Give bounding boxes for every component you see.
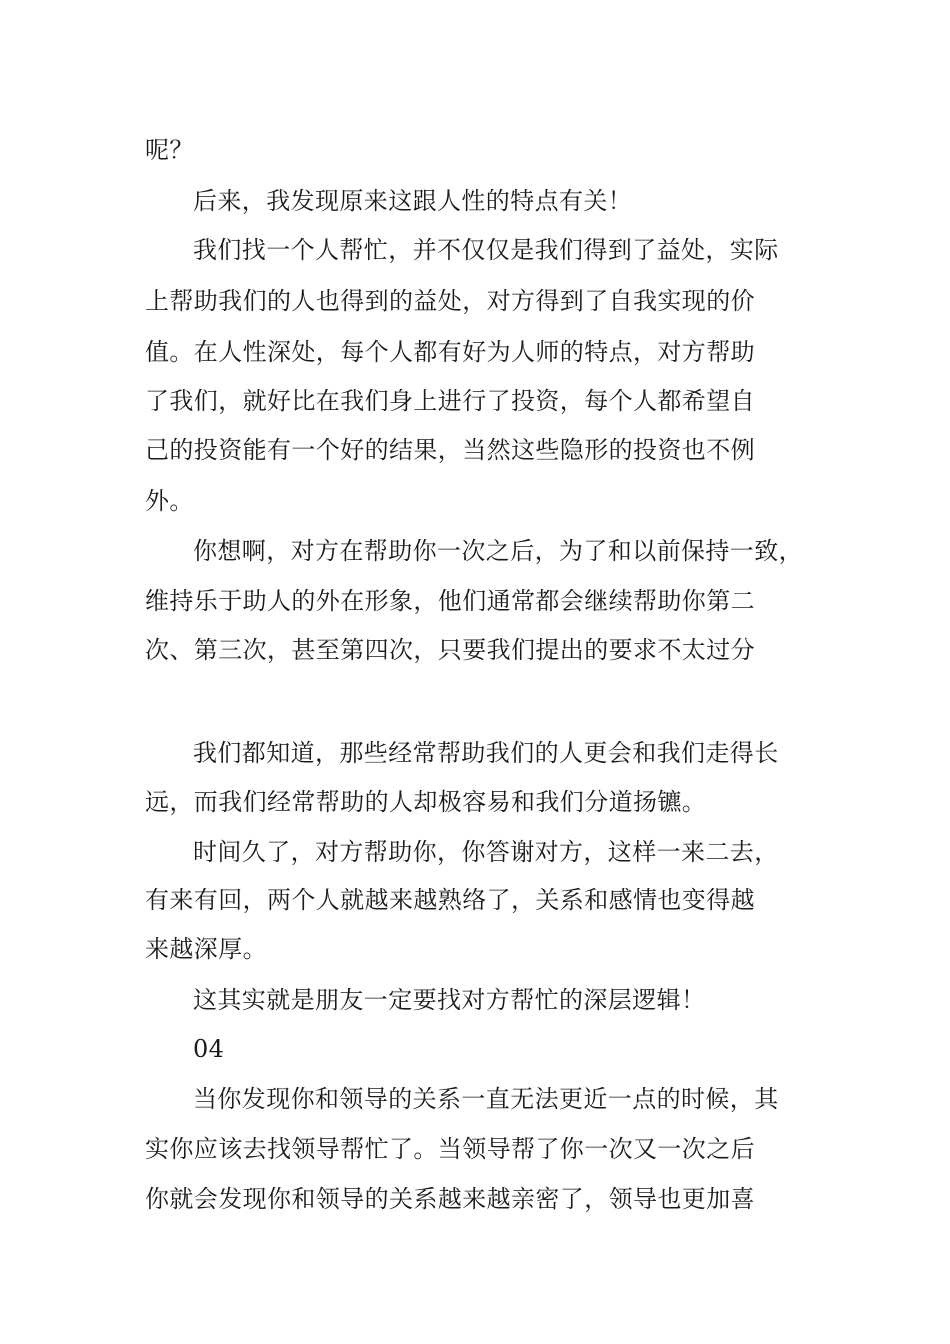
text-line: 维持乐于助人的外在形象，他们通常都会继续帮助你第二 [145,587,755,615]
text-line: 实你应该去找领导帮忙了。当领导帮了你一次又一次之后 [145,1135,755,1163]
text-line: 这其实就是朋友一定要找对方帮忙的深层逻辑！ [193,986,706,1014]
text-line: 时间久了，对方帮助你，你答谢对方，这样一来二去， [193,838,779,866]
text-line: 后来，我发现原来这跟人性的特点有关！ [193,187,633,215]
text-line: 值。在人性深处，每个人都有好为人师的特点，对方帮助 [145,338,755,366]
text-line: 你想啊，对方在帮助你一次之后，为了和以前保持一致， [193,537,803,565]
text-line: 己的投资能有一个好的结果，当然这些隐形的投资也不例 [145,436,755,464]
text-line: 我们都知道，那些经常帮助我们的人更会和我们走得长 [193,739,779,767]
text-line: 次、第三次，甚至第四次，只要我们提出的要求不太过分 [145,636,755,664]
text-line: 远，而我们经常帮助的人却极容易和我们分道扬镳。 [145,788,707,816]
text-line: 你就会发现你和领导的关系越来越亲密了，领导也更加喜 [145,1185,755,1213]
text-line: 来越深厚。 [145,935,267,963]
text-line: 上帮助我们的人也得到的益处，对方得到了自我实现的价 [145,287,755,315]
text-line: 我们找一个人帮忙，并不仅仅是我们得到了益处，实际 [193,236,779,264]
text-line: 有来有回，两个人就越来越熟络了，关系和感情也变得越 [145,886,755,914]
text-line: 外。 [145,487,194,515]
text-line: 了我们，就好比在我们身上进行了投资，每个人都希望自 [145,387,755,415]
text-line: 呢？ [145,136,194,164]
section-number: 04 [193,1035,225,1063]
text-line: 当你发现你和领导的关系一直无法更近一点的时候，其 [193,1085,779,1113]
